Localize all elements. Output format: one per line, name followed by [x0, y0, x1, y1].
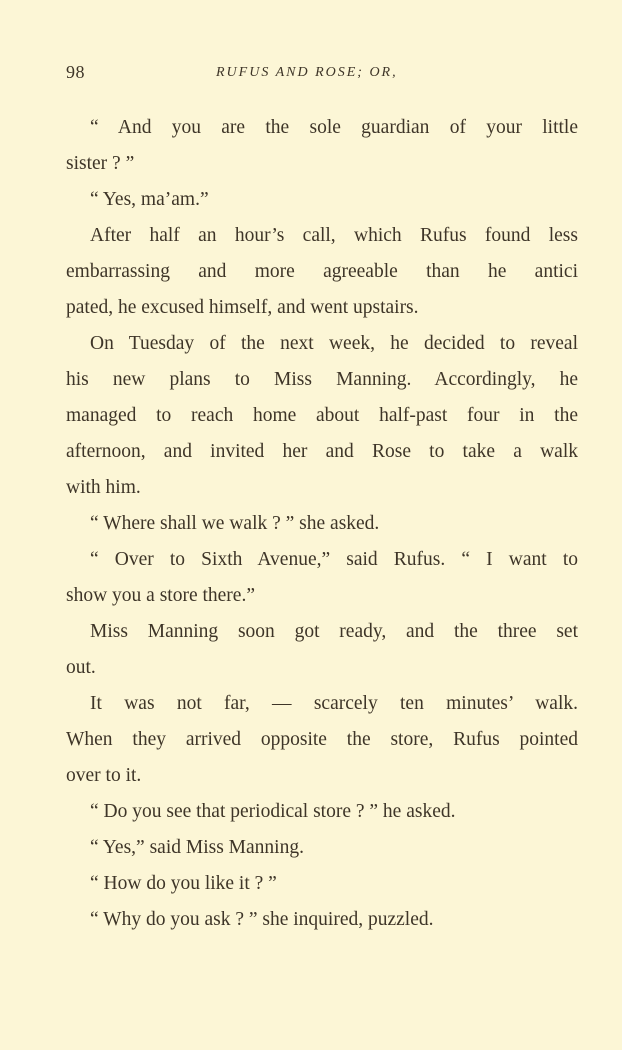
- text-line: “ And you are the sole guardian of your little: [90, 117, 578, 138]
- text-line: sister ? ”: [66, 153, 135, 174]
- text-line: It was not far, — scarcely ten minutes’ walk.: [90, 693, 578, 714]
- text-line: “ Where shall we walk ? ” she asked.: [90, 513, 380, 534]
- text-line: “ Over to Sixth Avenue,” said Rufus. “ I want to: [90, 549, 578, 570]
- text-line: Miss Manning soon got ready, and the three set: [90, 621, 578, 642]
- text-line: “ Why do you ask ? ” she inquired, puzzled.: [90, 909, 434, 930]
- text-line: with him.: [66, 477, 141, 498]
- text-line: pated, he excused himself, and went upstairs.: [66, 297, 419, 318]
- text-line: over to it.: [66, 765, 142, 786]
- text-line: On Tuesday of the next week, he decided to reveal: [90, 333, 578, 354]
- text-line: “ Do you see that periodical store ? ” he asked.: [90, 801, 456, 822]
- text-line: managed to reach home about half-past four in the: [66, 405, 578, 426]
- running-title: RUFUS AND ROSE; OR,: [216, 65, 398, 80]
- body-text: [66, 110, 578, 938]
- text-line: show you a store there.”: [66, 585, 255, 606]
- text-line: When they arrived opposite the store, Rufus pointed: [66, 729, 578, 750]
- page-number: 98: [66, 62, 85, 82]
- page-header: [66, 62, 578, 86]
- text-line: embarrassing and more agreeable than he antici: [66, 261, 578, 282]
- text-line: “ How do you like it ? ”: [90, 873, 277, 894]
- text-line: afternoon, and invited her and Rose to take a walk: [66, 441, 578, 462]
- text-line: his new plans to Miss Manning. Accordingly, he: [66, 369, 578, 390]
- text-line: “ Yes, ma’am.”: [90, 189, 209, 210]
- text-line: out.: [66, 657, 96, 678]
- text-line: “ Yes,” said Miss Manning.: [90, 837, 304, 858]
- text-line: After half an hour’s call, which Rufus found less: [90, 225, 578, 246]
